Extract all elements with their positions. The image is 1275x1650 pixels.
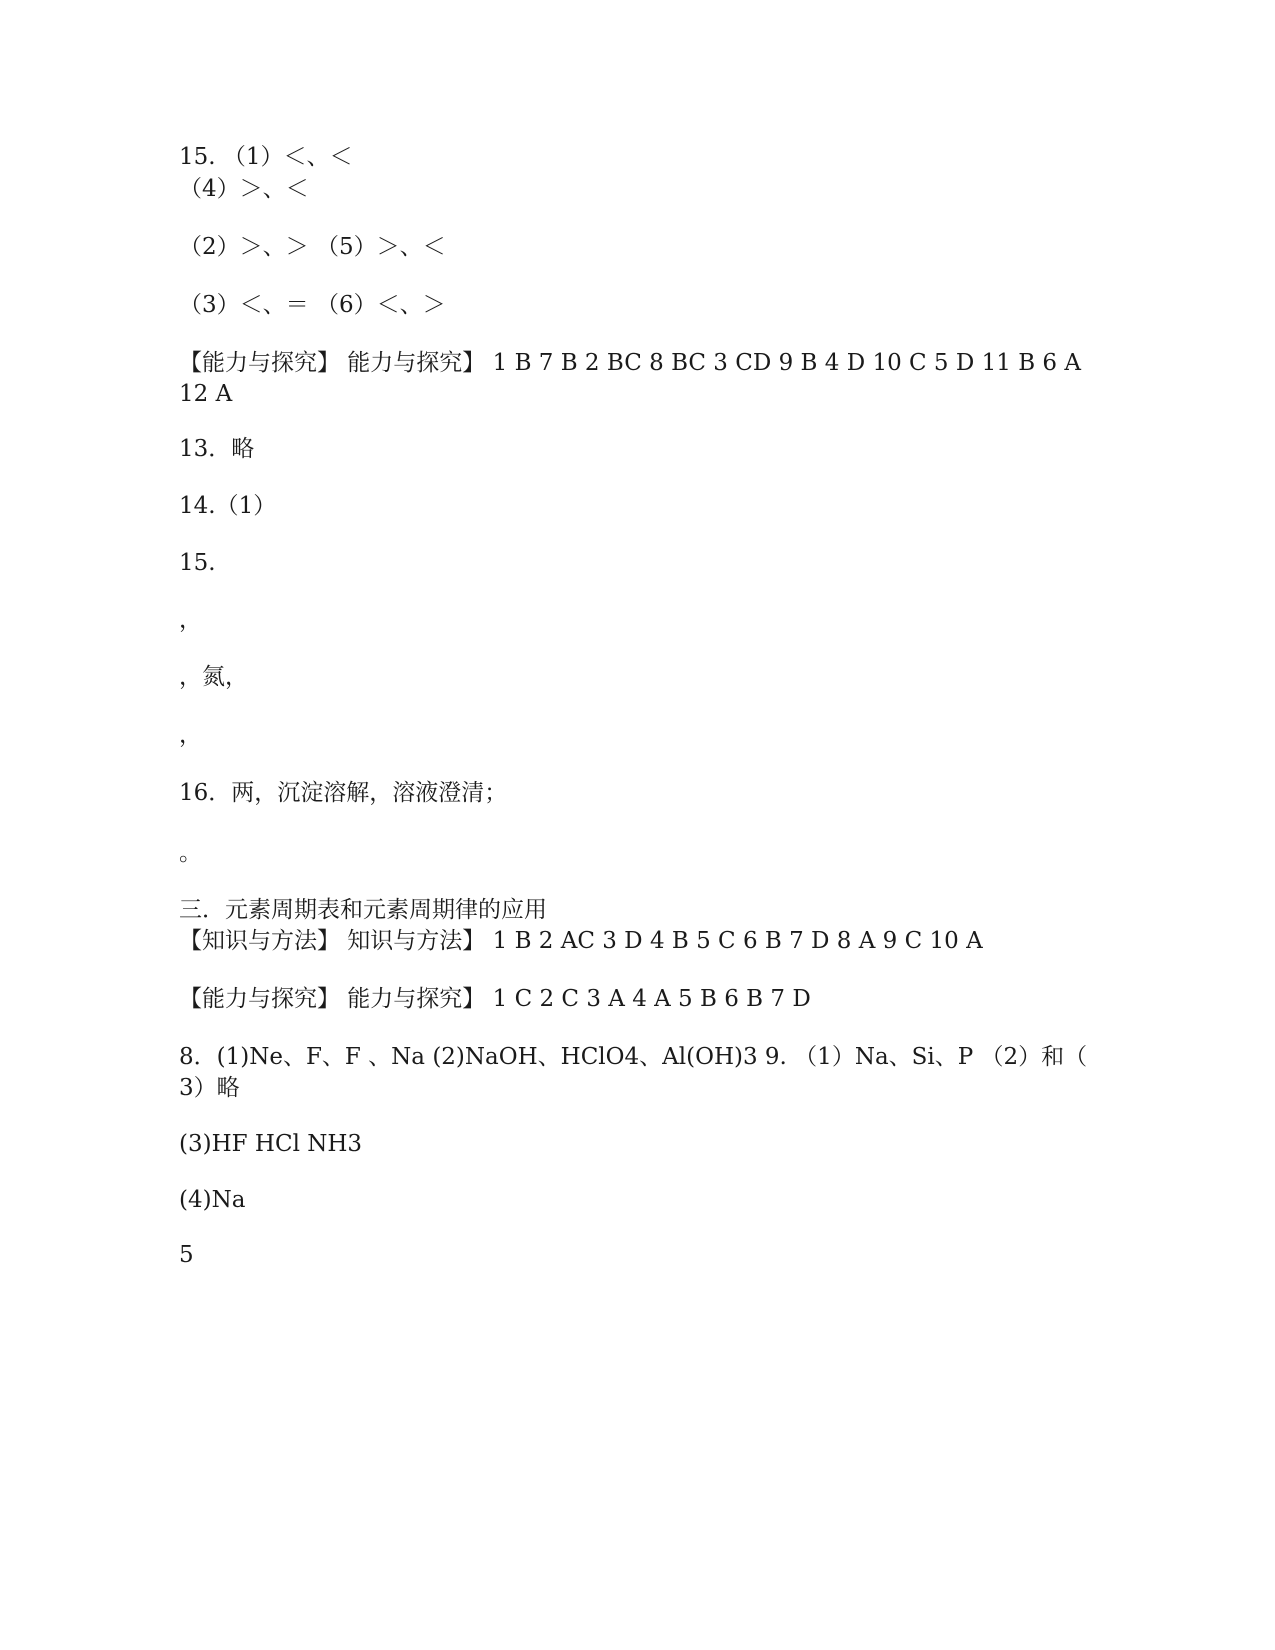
answer-9-cont: 3）略 bbox=[179, 1075, 240, 1101]
punctuation-line-2: ，氮， bbox=[179, 664, 248, 690]
answer-14: 14.（1） bbox=[179, 493, 277, 519]
ability-exploration-answers: 【能力与探究】 能力与探究】 1 B 7 B 2 BC 8 BC 3 CD 9 B 4 D 10 C 5 D 11 B 6 A bbox=[179, 350, 1081, 376]
answer-15-line-3: （2）＞、＞ （5）＞、＜ bbox=[179, 234, 446, 260]
section-heading: 三．元素周期表和元素周期律的应用 bbox=[179, 897, 547, 923]
answer-part-3: (3)HF HCl NH3 bbox=[179, 1131, 363, 1157]
punctuation-line-1: ， bbox=[179, 607, 202, 633]
answer-part-4: (4)Na bbox=[179, 1187, 246, 1213]
answer-5: 5 bbox=[179, 1242, 194, 1268]
punctuation-line-3: ， bbox=[179, 722, 202, 748]
answer-15-line-2: （4）＞、＜ bbox=[179, 176, 309, 202]
ability-exploration-answers-cont: 12 A bbox=[179, 381, 233, 407]
knowledge-method-answers: 【知识与方法】 知识与方法】 1 B 2 AC 3 D 4 B 5 C 6 B 7 D 8 A 9 C 10 A bbox=[179, 928, 983, 954]
answer-15-line-1: 15. （1）＜、＜ bbox=[179, 144, 353, 170]
ability-exploration-answers-2: 【能力与探究】 能力与探究】 1 C 2 C 3 A 4 A 5 B 6 B 7 D bbox=[179, 986, 811, 1012]
period-line: 。 bbox=[179, 840, 202, 866]
answer-16: 16．两，沉淀溶解，溶液澄清； bbox=[179, 780, 508, 806]
answer-15-b: 15. bbox=[179, 550, 216, 576]
answer-8-9: 8．(1)Ne、F、F 、Na (2)NaOH、HClO4、Al(OH)3 9. （1）Na、Si、P （2）和（ bbox=[179, 1044, 1088, 1070]
answer-13: 13．略 bbox=[179, 436, 255, 462]
answer-15-line-4: （3）＜、＝ （6）＜、＞ bbox=[179, 292, 446, 318]
